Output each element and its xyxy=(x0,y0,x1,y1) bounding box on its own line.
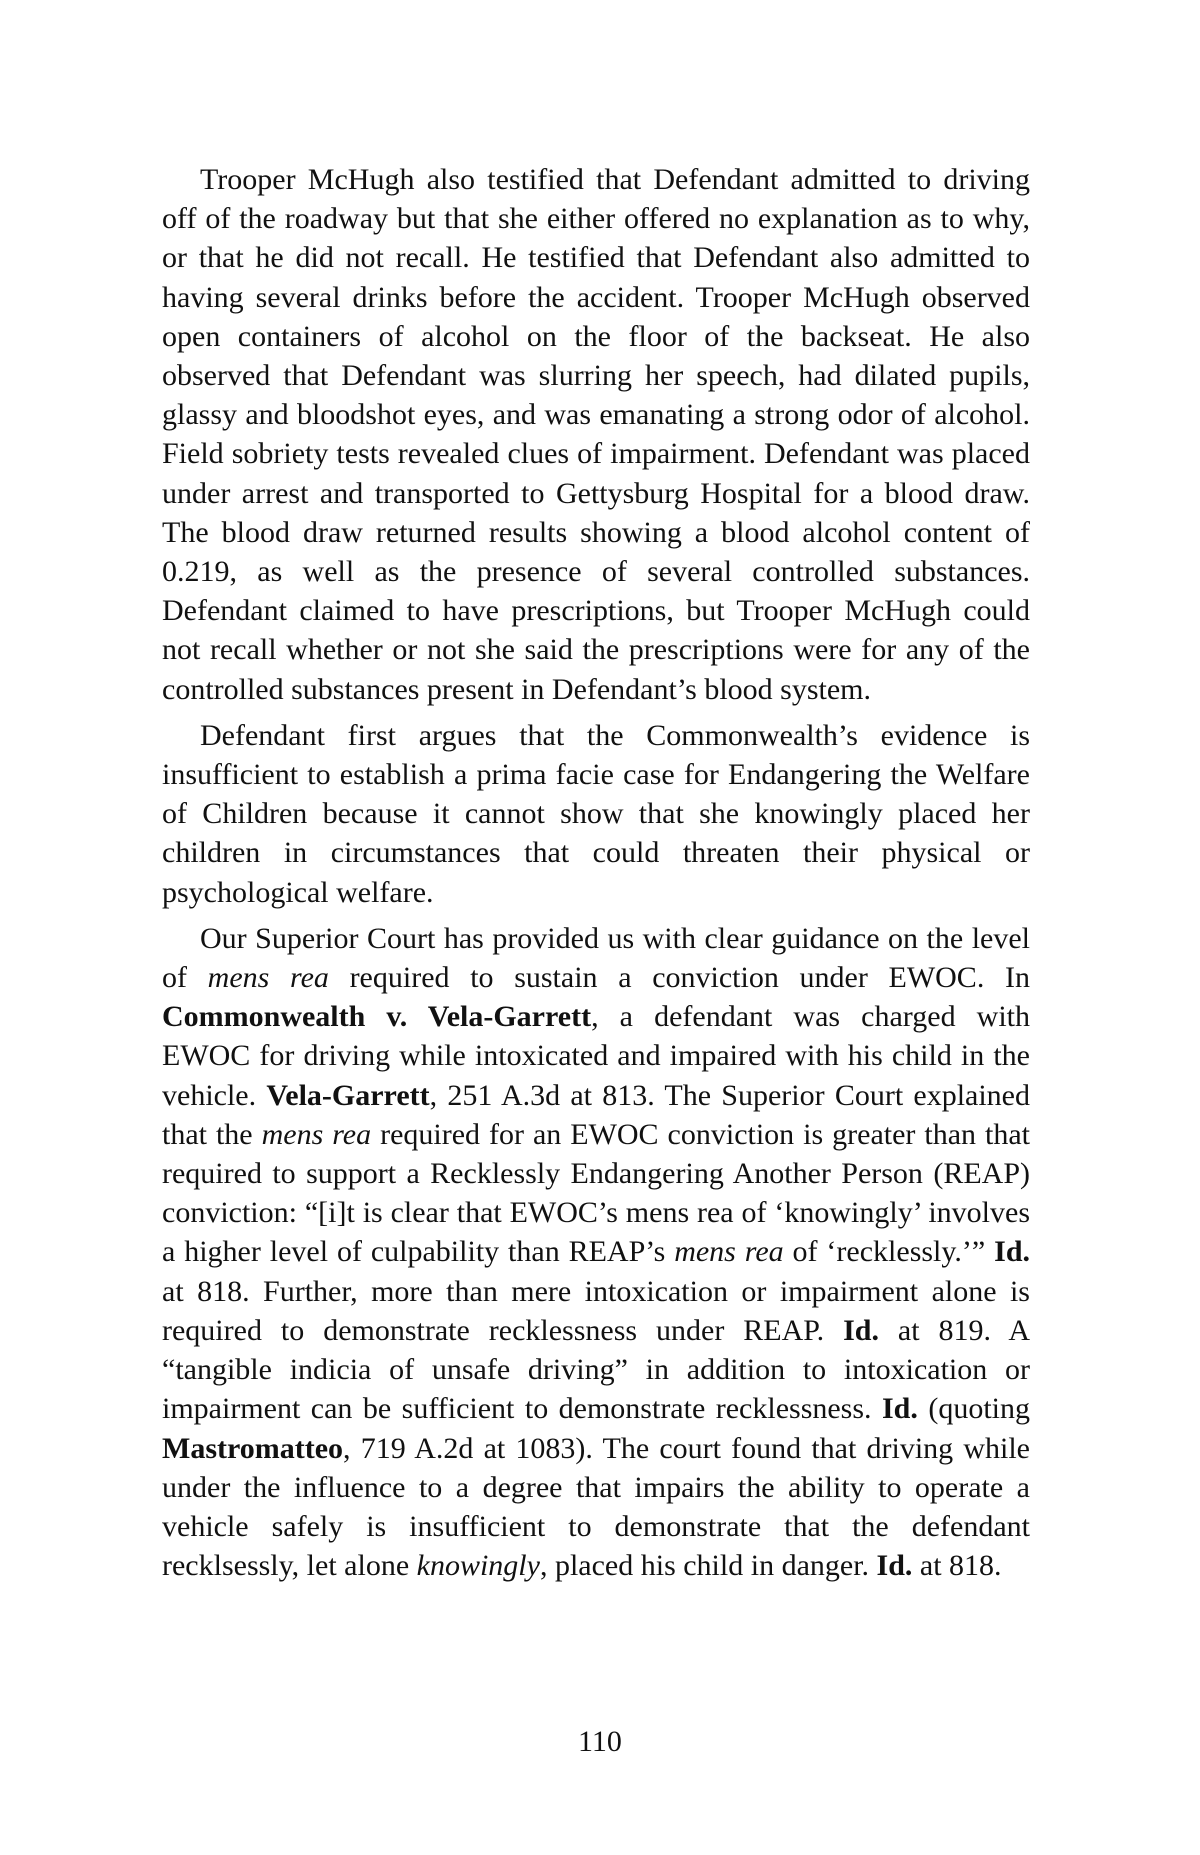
text-run: of ‘recklessly.’” xyxy=(783,1235,995,1269)
text-run: , 251 A.3d at 813. The Superior Court explained that the xyxy=(162,1078,1030,1151)
italic-term: knowingly xyxy=(416,1549,540,1583)
paragraph xyxy=(162,716,1030,912)
text-run: at 818. xyxy=(912,1549,1002,1583)
case-citation: Id. xyxy=(843,1313,879,1347)
paragraph xyxy=(162,919,1030,1585)
case-citation: Vela-Garrett xyxy=(266,1078,430,1112)
text-run: Our Superior Court has provided us with clear guidance on the level of xyxy=(162,921,1030,995)
text-run: Trooper McHugh also testified that Defendant admitted to driving off of the roadway but that she either offered no explanation as to why, or that he did not recall. He testified that Defendant also admitted to having several drinks before the accident. Trooper McHugh observed open containers of alcohol on the floor of the backseat. He also observed that Defendant was slurring her speech, had dilated pupils, glassy and bloodshot eyes, and was emanating a strong odor of alcohol. Field sobriety tests revealed clues of impairment. Defendant was placed under arrest and transported to Gettysburg Hospital for a blood draw. The blood draw returned results showing a blood alcohol content of 0.219, as well as the presence of several controlled substances. Defendant claimed to have prescriptions, but Trooper McHugh could not recall whether or not she said the prescriptions were for any of the controlled substances present in Defendant’s blood system. xyxy=(162,163,1030,706)
text-run: Defendant first argues that the Commonwealth’s evidence is insufficient to establish a prima facie case for Endangering the Welfare of Children because it cannot show that she knowingly placed her children in circumstances that could threaten their physical or psychological welfare. xyxy=(162,718,1030,909)
text-run: , placed his child in danger. xyxy=(539,1549,877,1583)
text-run: (quoting xyxy=(917,1392,1030,1426)
italic-term: mens rea xyxy=(261,1117,372,1151)
text-run: , a defendant was charged with EWOC for driving while intoxicated and impaired with his child in the vehicle. xyxy=(162,1000,1030,1112)
paragraph xyxy=(162,160,1030,709)
text-run: at 818. Further, more than mere intoxication or impairment alone is required to demonstrate recklessness under REAP. xyxy=(162,1274,1030,1347)
italic-term: mens rea xyxy=(207,961,329,995)
case-citation: Id. xyxy=(876,1549,913,1583)
text-run: , 719 A.2d at 1083). The court found that driving while under the influence to a degree that impairs the ability to operate a vehicle safely is insufficient to demonstrate that the defendant recklsessly, let alone xyxy=(162,1431,1030,1583)
case-citation: Id. xyxy=(994,1235,1030,1269)
case-citation: Commonwealth v. Vela-Garrett xyxy=(162,1000,592,1034)
case-citation: Id. xyxy=(882,1392,918,1426)
text-run: required to sustain a conviction under EWOC. In xyxy=(328,961,1030,995)
case-citation: Mastromatteo xyxy=(162,1431,344,1465)
text-run: required for an EWOC conviction is greater than that required to support a Recklessly Endangering Another Person (REAP) conviction: “[i]t is clear that EWOC’s mens rea of ‘knowingly’ involves a higher level of culpability than REAP’s xyxy=(162,1117,1030,1269)
italic-term: mens rea xyxy=(674,1235,784,1269)
text-run: at 819. A “tangible indicia of unsafe driving” in addition to intoxication or impairment can be sufficient to demonstrate recklessness. xyxy=(162,1313,1030,1426)
page-body xyxy=(162,160,1030,1592)
page-number: 110 xyxy=(578,1725,622,1758)
